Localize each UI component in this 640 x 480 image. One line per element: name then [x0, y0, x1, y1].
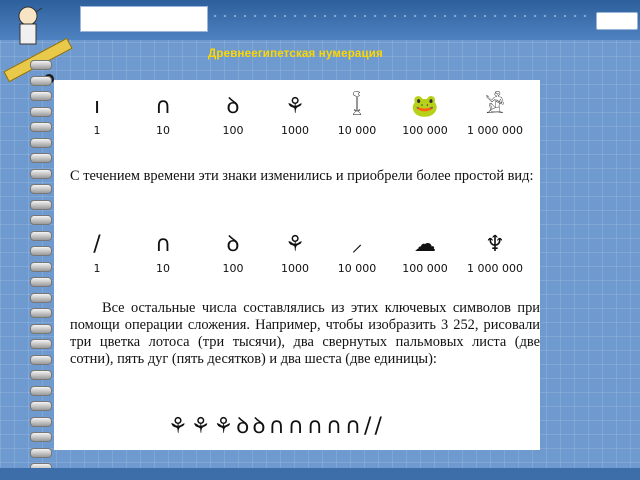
simplified-glyph-3 [264, 230, 326, 275]
simplified-glyph-6 [464, 230, 526, 275]
ancient-glyph-3 [264, 92, 326, 137]
textbook-page [54, 80, 540, 450]
hieroglyph-symbol: 𓀀 [485, 94, 505, 119]
paragraph-simplification: С течением времени эти знаки изменились и приобрели более простой вид: [70, 168, 534, 184]
hieroglyph-symbol: ⚘ [285, 232, 305, 257]
ancient-glyph-1 [132, 92, 194, 137]
ancient-glyph-4 [326, 92, 388, 137]
hieroglyph-value-label: 1 [93, 262, 101, 275]
spiral-ring [30, 370, 52, 380]
simplified-glyph-1 [132, 230, 194, 275]
simplified-glyph-5 [394, 230, 456, 275]
hieroglyph-value-label: 100 000 [402, 262, 448, 275]
spiral-ring [30, 215, 52, 225]
spiral-ring [30, 91, 52, 101]
spiral-ring [30, 138, 52, 148]
notebook-spiral [30, 60, 52, 480]
hieroglyph-value-label: 100 [222, 124, 244, 137]
paragraph-addition [70, 300, 540, 368]
spiral-ring [30, 448, 52, 458]
spiral-ring [30, 324, 52, 334]
spiral-ring [30, 107, 52, 117]
spiral-ring [30, 262, 52, 272]
spiral-ring [30, 76, 52, 86]
hieroglyph-symbol: 𓆼 [352, 94, 362, 119]
footer-bar [0, 468, 640, 480]
spiral-ring [30, 246, 52, 256]
slide-title: Древнеегипетская нумерация [208, 48, 383, 60]
teacher-icon [6, 2, 46, 56]
spiral-ring [30, 386, 52, 396]
hieroglyph-value-label: 10 000 [337, 124, 377, 137]
spiral-ring [30, 231, 52, 241]
spiral-ring [30, 308, 52, 318]
hieroglyph-value-label: 100 [222, 262, 244, 275]
paragraph-addition-text: Все остальные числа составлялись из этих ключевых символов при помощи операции сложения. Например, чтобы изобразить 3 252, рисовали три цветка лотоса (три тысячи), два свернутых пальмовых листа (две сотни), пять дуг (пять десятков) и два шеста (две единицы): [70, 300, 540, 367]
spiral-ring [30, 339, 52, 349]
ancient-glyph-0 [66, 92, 128, 137]
hieroglyph-value-label: 1000 [281, 262, 309, 275]
spiral-ring [30, 122, 52, 132]
hieroglyph-symbol: ꝺ [226, 94, 240, 119]
spiral-ring [30, 293, 52, 303]
spiral-ring [30, 277, 52, 287]
spiral-ring [30, 60, 52, 70]
ancient-glyph-6 [464, 92, 526, 137]
header-box-left [80, 6, 208, 32]
simplified-glyph-2 [202, 230, 264, 275]
spiral-ring [30, 355, 52, 365]
spiral-ring [30, 417, 52, 427]
hieroglyph-value-label: 1 [93, 124, 101, 137]
hieroglyph-value-label: 100 000 [402, 124, 448, 137]
hieroglyph-symbol: ꝺ [226, 232, 240, 257]
simplified-glyph-0 [66, 230, 128, 275]
hieroglyph-value-label: 1 000 000 [467, 262, 523, 275]
hieroglyph-symbol: ∩ [154, 232, 172, 257]
simplified-glyph-4 [326, 230, 388, 275]
hieroglyph-value-label: 1000 [281, 124, 309, 137]
spiral-ring [30, 432, 52, 442]
hieroglyph-symbol: ♆ [485, 232, 505, 257]
spiral-ring [30, 184, 52, 194]
spiral-ring [30, 169, 52, 179]
hieroglyph-symbol: 🐸 [411, 94, 439, 119]
hieroglyph-symbol: ∩ [154, 94, 172, 119]
spiral-ring [30, 153, 52, 163]
example-3252-glyphs: ⚘⚘⚘ꝺꝺ∩∩∩∩∩// [168, 414, 385, 439]
hieroglyph-value-label: 10 [156, 262, 170, 275]
header-box-right [596, 12, 638, 30]
hieroglyph-symbol: ☁ [414, 232, 436, 257]
ancient-glyph-5 [394, 92, 456, 137]
hieroglyph-symbol: ⚘ [285, 94, 305, 119]
hieroglyph-value-label: 1 000 000 [467, 124, 523, 137]
hieroglyph-symbol: ı [93, 94, 101, 119]
hieroglyph-value-label: 10 000 [337, 262, 377, 275]
header-dots [210, 14, 590, 18]
hieroglyph-value-label: 10 [156, 124, 170, 137]
ancient-glyph-2 [202, 92, 264, 137]
spiral-ring [30, 401, 52, 411]
hieroglyph-symbol: ⸝ [351, 232, 363, 257]
hieroglyph-symbol: / [93, 232, 101, 257]
spiral-ring [30, 200, 52, 210]
